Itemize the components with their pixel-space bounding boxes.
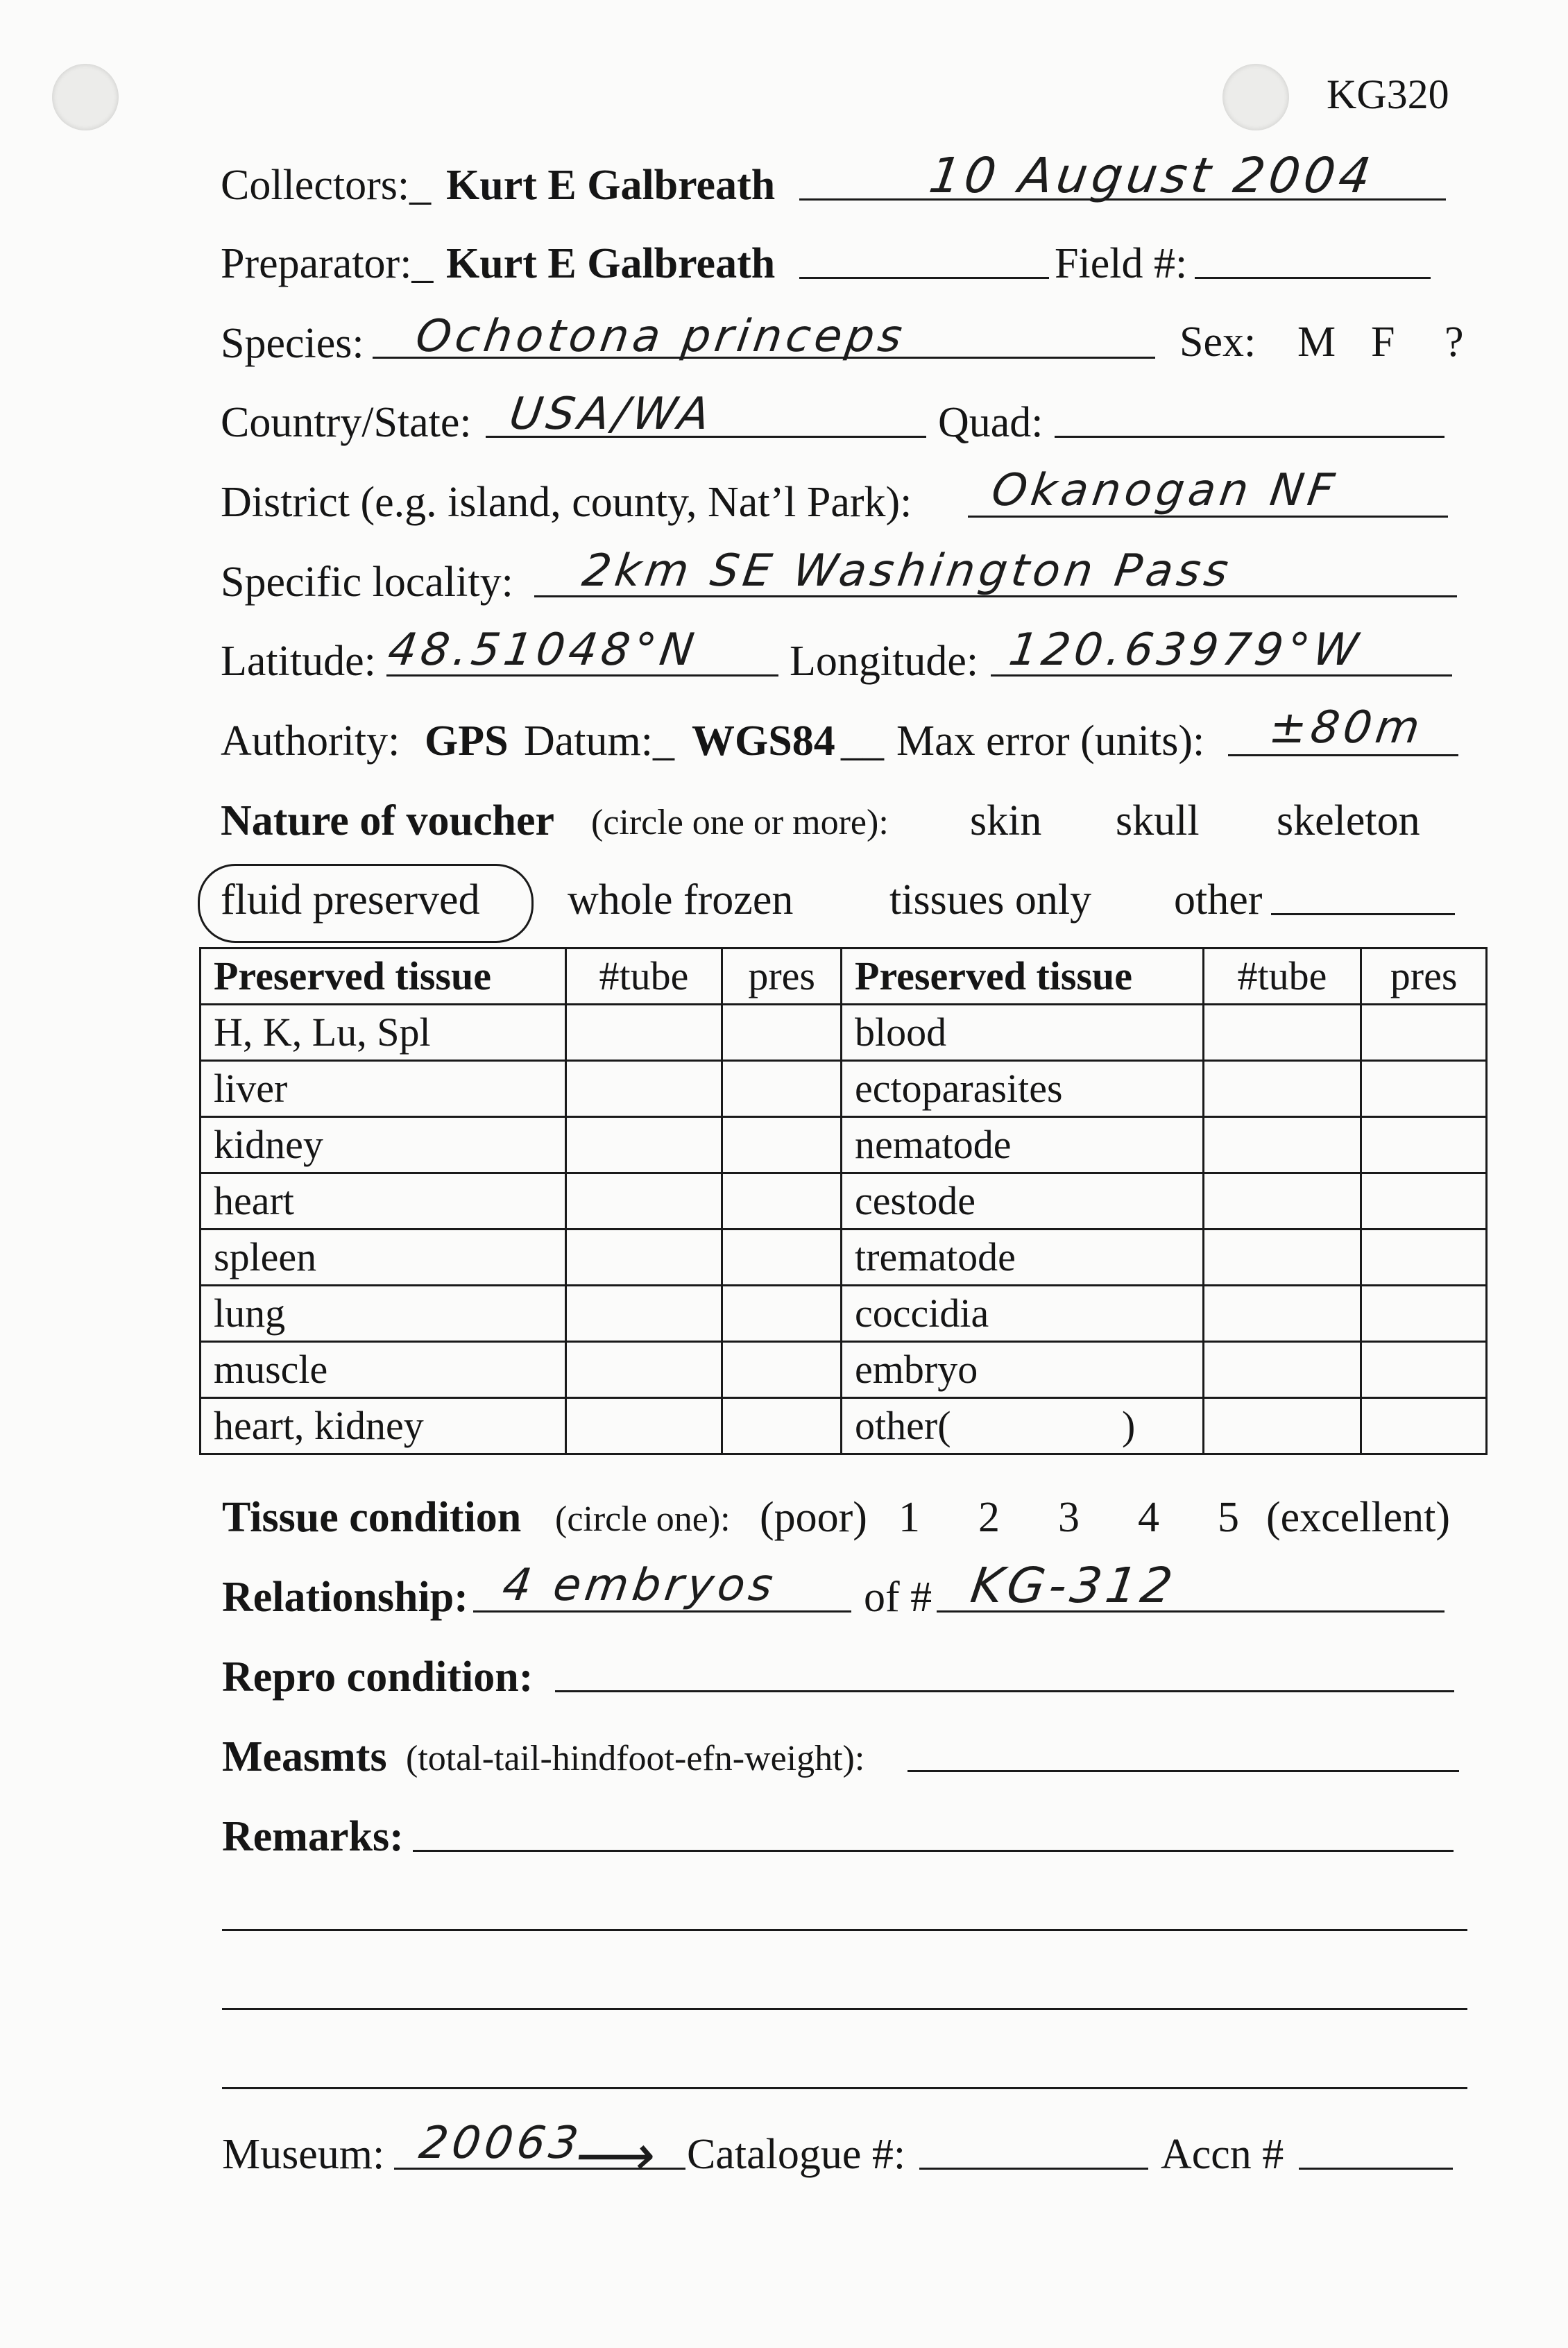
punch-hole-right bbox=[1222, 64, 1289, 130]
preparator-underline bbox=[799, 277, 1049, 279]
voucher-hint: (circle one or more): bbox=[591, 803, 889, 842]
max-error-label: Max error (units): bbox=[896, 717, 1205, 765]
tissue-condition-poor: (poor) bbox=[760, 1494, 867, 1541]
pres-cell bbox=[1361, 1005, 1487, 1061]
repro-underline bbox=[555, 1690, 1454, 1692]
tissue-right: other( ) bbox=[842, 1398, 1204, 1454]
sex-option-unknown: ? bbox=[1445, 318, 1464, 366]
museum-label: Museum: bbox=[222, 2131, 385, 2178]
voucher-tissues-only: tissues only bbox=[889, 876, 1092, 924]
tube-cell bbox=[565, 1398, 722, 1454]
pres-cell bbox=[722, 1061, 842, 1117]
tissue-right: coccidia bbox=[842, 1286, 1204, 1342]
pres-cell bbox=[1361, 1286, 1487, 1342]
header-pres-2: pres bbox=[1361, 948, 1487, 1005]
species-label: Species: bbox=[221, 320, 364, 367]
latitude-value: 48.51048°N bbox=[384, 624, 701, 676]
remarks-underline-1 bbox=[413, 1850, 1454, 1852]
table-row bbox=[201, 1117, 1487, 1173]
datum-label: Datum:_ bbox=[524, 717, 674, 765]
voucher-skull: skull bbox=[1116, 797, 1200, 844]
tissue-condition-label: Tissue condition bbox=[222, 1494, 522, 1541]
remarks-label: Remarks: bbox=[222, 1813, 404, 1860]
table-row bbox=[201, 1286, 1487, 1342]
tissue-condition-3: 3 bbox=[1058, 1494, 1080, 1541]
header-preserved-tissue-2: Preserved tissue bbox=[842, 948, 1204, 1005]
authority-value: GPS bbox=[425, 717, 509, 765]
table-row bbox=[201, 1061, 1487, 1117]
header-tube-2: #tube bbox=[1203, 948, 1361, 1005]
tube-cell bbox=[1203, 1286, 1361, 1342]
remarks-underline-2 bbox=[222, 1929, 1467, 1931]
tube-cell bbox=[1203, 1005, 1361, 1061]
table-row bbox=[201, 1342, 1487, 1398]
tissue-condition-excellent: (excellent) bbox=[1266, 1494, 1451, 1541]
remarks-underline-3 bbox=[222, 2008, 1467, 2010]
quad-label: Quad: bbox=[938, 399, 1043, 446]
pres-cell bbox=[722, 1398, 842, 1454]
collection-date: 10 August 2004 bbox=[926, 147, 1379, 204]
tissue-right: trematode bbox=[842, 1230, 1204, 1286]
field-number-label: Field #: bbox=[1055, 240, 1188, 287]
voucher-label: Nature of voucher bbox=[221, 797, 554, 844]
authority-label: Authority: bbox=[221, 717, 400, 765]
tube-cell bbox=[565, 1342, 722, 1398]
tissue-condition-4: 4 bbox=[1138, 1494, 1159, 1541]
table-row bbox=[201, 1173, 1487, 1230]
table-row bbox=[201, 1230, 1487, 1286]
pres-cell bbox=[722, 1342, 842, 1398]
tube-cell bbox=[565, 1117, 722, 1173]
datum-value: WGS84 bbox=[692, 717, 835, 765]
tissue-condition-5: 5 bbox=[1218, 1494, 1239, 1541]
preserved-tissue-table bbox=[199, 947, 1488, 1455]
tissue-left: lung bbox=[201, 1286, 566, 1342]
tissue-left: H, K, Lu, Spl bbox=[201, 1005, 566, 1061]
of-number-label: of # bbox=[864, 1574, 932, 1621]
accn-underline bbox=[1299, 2168, 1453, 2170]
tube-cell bbox=[1203, 1061, 1361, 1117]
museum-value: 20063 bbox=[416, 2118, 586, 2169]
tissue-right: ectoparasites bbox=[842, 1061, 1204, 1117]
tissue-left: muscle bbox=[201, 1342, 566, 1398]
max-error-underline bbox=[1228, 754, 1458, 756]
pres-cell bbox=[722, 1230, 842, 1286]
table-header-row bbox=[201, 948, 1487, 1005]
tube-cell bbox=[1203, 1173, 1361, 1230]
tissue-condition-hint: (circle one): bbox=[555, 1499, 731, 1539]
voucher-fluid-preserved: fluid preserved bbox=[221, 876, 480, 924]
sex-option-f: F bbox=[1371, 318, 1395, 366]
tissue-left: liver bbox=[201, 1061, 566, 1117]
tissue-left: heart, kidney bbox=[201, 1398, 566, 1454]
measmts-underline bbox=[907, 1770, 1459, 1772]
remarks-underline-4 bbox=[222, 2087, 1467, 2089]
preparator-value: Kurt E Galbreath bbox=[446, 240, 776, 287]
pres-cell bbox=[1361, 1230, 1487, 1286]
tissue-left: heart bbox=[201, 1173, 566, 1230]
tube-cell bbox=[565, 1173, 722, 1230]
header-preserved-tissue: Preserved tissue bbox=[201, 948, 566, 1005]
arrow-icon: ⟶ bbox=[571, 2123, 661, 2188]
tissue-right: blood bbox=[842, 1005, 1204, 1061]
district-label: District (e.g. island, county, Nat’l Park): bbox=[221, 479, 912, 526]
latitude-label: Latitude: bbox=[221, 638, 376, 685]
tube-cell bbox=[565, 1286, 722, 1342]
tube-cell bbox=[565, 1061, 722, 1117]
table-row bbox=[201, 1398, 1487, 1454]
tissue-condition-2: 2 bbox=[978, 1494, 1000, 1541]
header-tube: #tube bbox=[565, 948, 722, 1005]
pres-cell bbox=[1361, 1117, 1487, 1173]
pres-cell bbox=[1361, 1061, 1487, 1117]
sex-label: Sex: bbox=[1179, 318, 1256, 366]
max-error-value: ±80m bbox=[1266, 702, 1427, 754]
repro-label: Repro condition: bbox=[222, 1653, 534, 1701]
form-id: KG320 bbox=[1327, 71, 1449, 117]
longitude-value: 120.63979°W bbox=[1005, 624, 1365, 676]
tube-cell bbox=[1203, 1230, 1361, 1286]
accn-label: Accn # bbox=[1161, 2131, 1284, 2178]
tube-cell bbox=[1203, 1342, 1361, 1398]
tissue-left: spleen bbox=[201, 1230, 566, 1286]
collectors-label: Collectors:_ bbox=[221, 162, 432, 209]
tube-cell bbox=[1203, 1398, 1361, 1454]
of-number-value: KG-312 bbox=[967, 1557, 1180, 1614]
locality-value: 2km SE Washington Pass bbox=[579, 545, 1236, 597]
country-label: Country/State: bbox=[221, 399, 472, 446]
sex-option-m: M bbox=[1297, 318, 1336, 366]
tube-cell bbox=[1203, 1117, 1361, 1173]
tissue-right: embryo bbox=[842, 1342, 1204, 1398]
voucher-other-underline bbox=[1271, 913, 1455, 915]
pres-cell bbox=[1361, 1342, 1487, 1398]
voucher-skin: skin bbox=[970, 797, 1042, 844]
preparator-label: Preparator:_ bbox=[221, 240, 434, 287]
relationship-value: 4 embryos bbox=[499, 1560, 781, 1611]
datum-tail: __ bbox=[841, 717, 884, 765]
punch-hole-left bbox=[52, 64, 119, 130]
measmts-label: Measmts bbox=[222, 1733, 387, 1780]
tube-cell bbox=[565, 1005, 722, 1061]
species-value: Ochotona princeps bbox=[412, 311, 910, 362]
pres-cell bbox=[1361, 1173, 1487, 1230]
field-number-underline bbox=[1195, 277, 1431, 279]
voucher-whole-frozen: whole frozen bbox=[568, 876, 794, 924]
collectors-value: Kurt E Galbreath bbox=[446, 162, 776, 209]
pres-cell bbox=[1361, 1398, 1487, 1454]
voucher-other: other bbox=[1174, 876, 1263, 924]
header-pres: pres bbox=[722, 948, 842, 1005]
relationship-label: Relationship: bbox=[222, 1574, 468, 1621]
longitude-label: Longitude: bbox=[790, 638, 979, 685]
table-row bbox=[201, 1005, 1487, 1061]
locality-label: Specific locality: bbox=[221, 559, 513, 606]
tube-cell bbox=[565, 1230, 722, 1286]
country-value: USA/WA bbox=[506, 389, 717, 440]
voucher-skeleton: skeleton bbox=[1277, 797, 1420, 844]
quad-underline bbox=[1055, 436, 1445, 438]
tissue-right: nematode bbox=[842, 1117, 1204, 1173]
pres-cell bbox=[722, 1117, 842, 1173]
catalogue-label: Catalogue #: bbox=[687, 2131, 906, 2178]
pres-cell bbox=[722, 1005, 842, 1061]
district-value: Okanogan NF bbox=[988, 465, 1342, 516]
pres-cell bbox=[722, 1173, 842, 1230]
tissue-condition-1: 1 bbox=[898, 1494, 920, 1541]
tissue-right: cestode bbox=[842, 1173, 1204, 1230]
pres-cell bbox=[722, 1286, 842, 1342]
catalogue-underline bbox=[919, 2168, 1148, 2170]
measmts-hint: (total-tail-hindfoot-efn-weight): bbox=[406, 1739, 865, 1778]
tissue-left: kidney bbox=[201, 1117, 566, 1173]
